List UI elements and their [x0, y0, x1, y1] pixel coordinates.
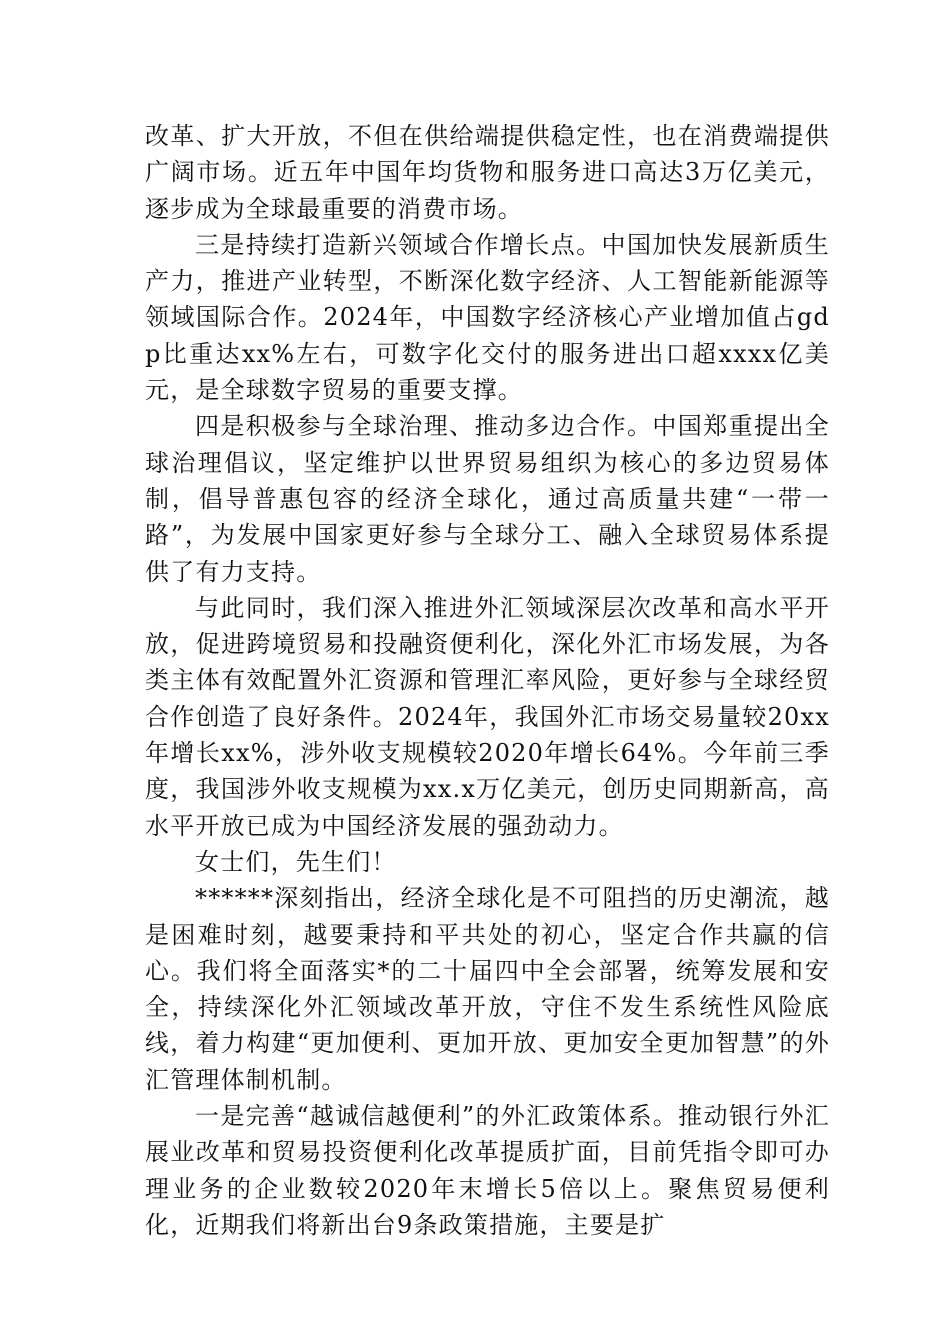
paragraph-point-one: 一是完善“越诚信越便利”的外汇政策体系。推动银行外汇展业改革和贸易投资便利化改革提质扩面，目前凭指令即可办理业务的企业数较2020年末增长5倍以上。聚焦贸易便利化，近期我们将新出台9条政策措施，主要是扩	[145, 1102, 830, 1239]
paragraph-point-four: 四是积极参与全球治理、推动多边合作。中国郑重提出全球治理倡议，坚定维护以世界贸易组织为核心的多边贸易体制，倡导普惠包容的经济全球化，通过高质量共建“一带一路”，为发展中国家更好参与全球分工、融入全球贸易体系提供了有力支持。	[145, 412, 830, 586]
paragraph-continuation: 改革、扩大开放，不但在供给端提供稳定性，也在消费端提供广阔市场。近五年中国年均货物和服务进口高达3万亿美元，逐步成为全球最重要的消费市场。	[145, 122, 830, 223]
paragraph-forex-reform: 与此同时，我们深入推进外汇领域深层次改革和高水平开放，促进跨境贸易和投融资便利化，深化外汇市场发展，为各类主体有效配置外汇资源和管理汇率风险，更好参与全球经贸合作创造了良好条件。2024年，我国外汇市场交易量较20xx年增长xx%，涉外收支规模较2020年增长64%。今年前三季度，我国涉外收支规模为xx.x万亿美元，创历史同期新高，高水平开放已成为中国经济发展的强劲动力。	[145, 593, 830, 840]
paragraph-point-three: 三是持续打造新兴领域合作增长点。中国加快发展新质生产力，推进产业转型，不断深化数字经济、人工智能新能源等领域国际合作。2024年，中国数字经济核心产业增加值占gdp比重达xx%左右，可数字化交付的服务进出口超xxxx亿美元，是全球数字贸易的重要支撑。	[145, 230, 830, 405]
paragraph-salutation: 女士们，先生们！	[195, 847, 397, 876]
document-body	[145, 118, 830, 1243]
paragraph-globalization: ******深刻指出，经济全球化是不可阻挡的历史潮流，越是困难时刻，越要秉持和平共处的初心，坚定合作共赢的信心。我们将全面落实*的二十届四中全会部署，统筹发展和安全，持续深化外汇领域改革开放，守住不发生系统性风险底线，着力构建“更加便利、更加开放、更加安全更加智慧”的外汇管理体制机制。	[145, 884, 830, 1094]
